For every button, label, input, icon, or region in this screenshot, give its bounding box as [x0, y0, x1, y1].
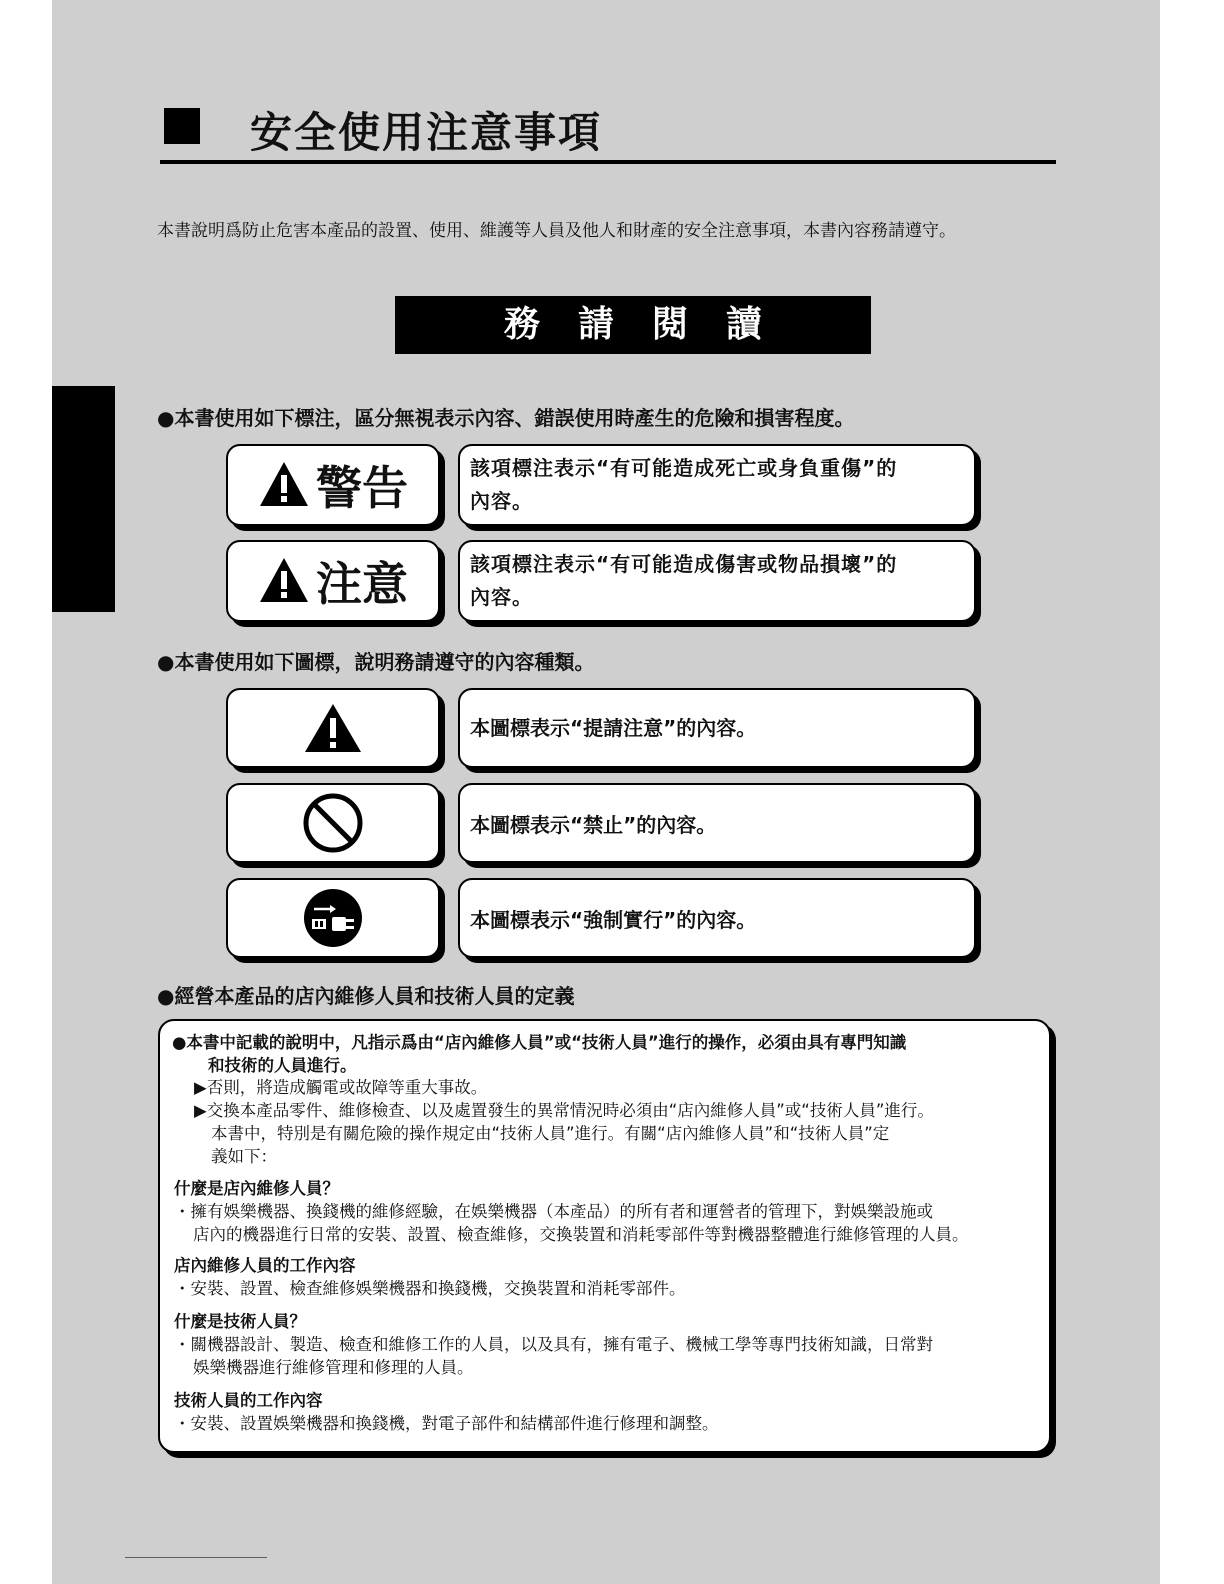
page-title: 安全使用注意事項	[250, 108, 603, 157]
prohibition-icon	[302, 792, 364, 854]
warning-desc-line2: 內容。	[470, 489, 533, 513]
def-shop-staff-work-line1: ・安裝、設置、檢查維修娛樂機器和換錢機，交換裝置和消耗零部件。	[174, 1279, 686, 1298]
warning-triangle-icon	[258, 460, 310, 508]
mandatory-desc: 本圖標表示“強制實行”的內容。	[470, 908, 757, 932]
definitions-intro-line2: 和技術的人員進行。	[208, 1056, 357, 1075]
caution-desc-line1: 該項標注表示“有可能造成傷害或物品損壞”的	[470, 552, 898, 576]
warning-label: 警告	[316, 461, 408, 515]
warning-triangle-icon	[258, 556, 310, 604]
caution-label-box	[226, 540, 440, 622]
mandatory-desc-box	[458, 878, 976, 958]
def-technician-work	[174, 1389, 719, 1435]
must-read-banner: 務請閱讀	[395, 296, 871, 354]
caution-icon-desc-box	[458, 688, 976, 768]
title-square-icon	[164, 108, 200, 144]
def-shop-staff-line1: ・擁有娛樂機器、換錢機的維修經驗，在娛樂機器（本產品）的所有者和運營者的管理下，對娛樂設施或	[174, 1202, 933, 1221]
unplug-mandatory-icon	[302, 887, 364, 949]
def-technician	[174, 1310, 933, 1379]
definitions-arrow2-line2: 本書中，特別是有關危險的操作規定由“技術人員”進行。有關“店內維修人員”和“技術人員”定	[211, 1124, 890, 1143]
definitions-intro	[172, 1031, 906, 1077]
warning-desc-box	[458, 444, 976, 526]
definitions-arrow-list	[194, 1076, 934, 1168]
section3-heading: ●經營本產品的店內維修人員和技術人員的定義	[157, 984, 575, 1008]
prohibition-desc: 本圖標表示“禁止”的內容。	[470, 813, 717, 837]
caution-triangle-icon	[303, 702, 363, 754]
warning-label-box	[226, 444, 440, 526]
def-technician-work-line1: ・安裝、設置娛樂機器和換錢機，對電子部件和結構部件進行修理和調整。	[174, 1414, 719, 1433]
section2-heading: ●本書使用如下圖標，說明務請遵守的內容種類。	[157, 650, 595, 674]
caution-icon-box	[226, 688, 440, 768]
prohibition-desc-box	[458, 783, 976, 863]
def-shop-staff-work-title: 店內維修人員的工作內容	[174, 1256, 356, 1275]
section-tab-marker	[52, 386, 115, 612]
def-shop-staff-work	[174, 1254, 686, 1300]
intro-text: 本書說明爲防止危害本產品的設置、使用、維護等人員及他人和財產的安全注意事項，本書內容務請遵守。	[157, 221, 956, 241]
def-shop-staff-line2: 店內的機器進行日常的安裝、設置、檢查維修，交換裝置和消耗零部件等對機器整體進行維修管理的人員。	[193, 1225, 969, 1244]
def-shop-staff	[174, 1177, 969, 1246]
definitions-arrow2-line3: 義如下：	[211, 1147, 277, 1166]
caution-icon-desc: 本圖標表示“提請注意”的內容。	[470, 716, 757, 740]
caution-desc	[470, 548, 962, 614]
def-technician-work-title: 技術人員的工作內容	[174, 1391, 323, 1410]
definitions-arrow2-line1: ▶交換本產品零件、維修檢查、以及處置發生的異常情況時必須由“店內維修人員”或“技術人員”進行。	[194, 1101, 934, 1120]
def-technician-line2: 娛樂機器進行維修管理和修理的人員。	[193, 1358, 474, 1377]
caution-desc-line2: 內容。	[470, 585, 533, 609]
mandatory-icon-box	[226, 878, 440, 958]
definitions-intro-line1: ●本書中記載的說明中，凡指示爲由“店內維修人員”或“技術人員”進行的操作，必須由具有專門知識	[172, 1033, 907, 1052]
def-shop-staff-title: 什麼是店內維修人員？	[174, 1179, 339, 1198]
warning-desc	[470, 452, 962, 518]
caution-desc-box	[458, 540, 976, 622]
footer-rule	[125, 1557, 267, 1558]
prohibition-icon-box	[226, 783, 440, 863]
def-technician-line1: ・關機器設計、製造、檢查和維修工作的人員，以及具有，擁有電子、機械工學等專門技術知識，日常對	[174, 1335, 933, 1354]
definitions-box	[158, 1019, 1051, 1453]
section1-heading: ●本書使用如下標注，區分無視表示內容、錯誤使用時產生的危險和損害程度。	[157, 406, 855, 430]
page-title-bar	[160, 100, 1056, 164]
def-technician-title: 什麼是技術人員？	[174, 1312, 306, 1331]
warning-desc-line1: 該項標注表示“有可能造成死亡或身負重傷”的	[470, 456, 898, 480]
caution-label: 注意	[316, 557, 408, 611]
definitions-arrow1: ▶否則，將造成觸電或故障等重大事故。	[194, 1078, 488, 1097]
